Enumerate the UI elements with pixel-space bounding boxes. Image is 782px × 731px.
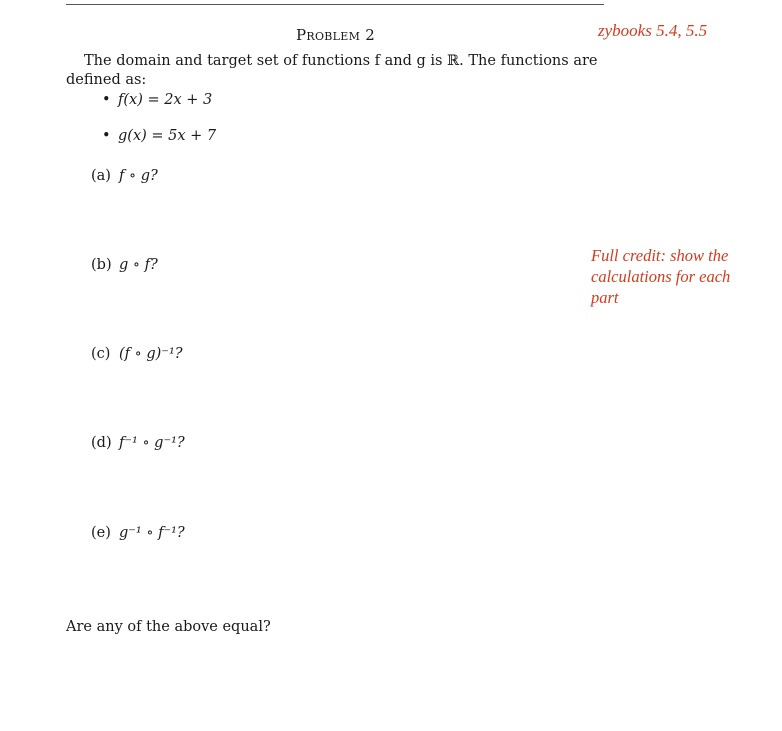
part-label: (e) [91, 525, 111, 541]
closing-question: Are any of the above equal? [66, 619, 271, 635]
definition-f [102, 92, 212, 108]
definition-text: g(x) = 5x + 7 [118, 128, 217, 144]
credit-note: Full credit: show the calculations for each part [591, 246, 731, 307]
part-a [91, 168, 158, 184]
part-expression: g ∘ f? [119, 257, 158, 273]
definition-text: f(x) = 2x + 3 [118, 92, 213, 108]
part-expression: (f ∘ g)⁻¹? [119, 346, 183, 362]
part-expression: g⁻¹ ∘ f⁻¹? [119, 525, 185, 541]
definition-g [102, 128, 216, 144]
part-c [91, 346, 183, 362]
part-label: (c) [91, 346, 111, 362]
bullet: • [102, 92, 111, 108]
part-label: (d) [91, 435, 112, 451]
top-rule [66, 4, 604, 5]
part-d [91, 435, 185, 451]
part-b [91, 257, 158, 273]
part-expression: f ∘ g? [119, 168, 158, 184]
part-label: (a) [91, 168, 111, 184]
part-label: (b) [91, 257, 112, 273]
part-e [91, 525, 185, 541]
reference-note: zybooks 5.4, 5.5 [598, 21, 708, 40]
bullet: • [102, 128, 111, 144]
problem-title: Problem 2 [296, 26, 376, 44]
problem-intro: The domain and target set of functions f and g is ℝ. The functions are defined as: [66, 53, 598, 88]
part-expression: f⁻¹ ∘ g⁻¹? [119, 435, 185, 451]
